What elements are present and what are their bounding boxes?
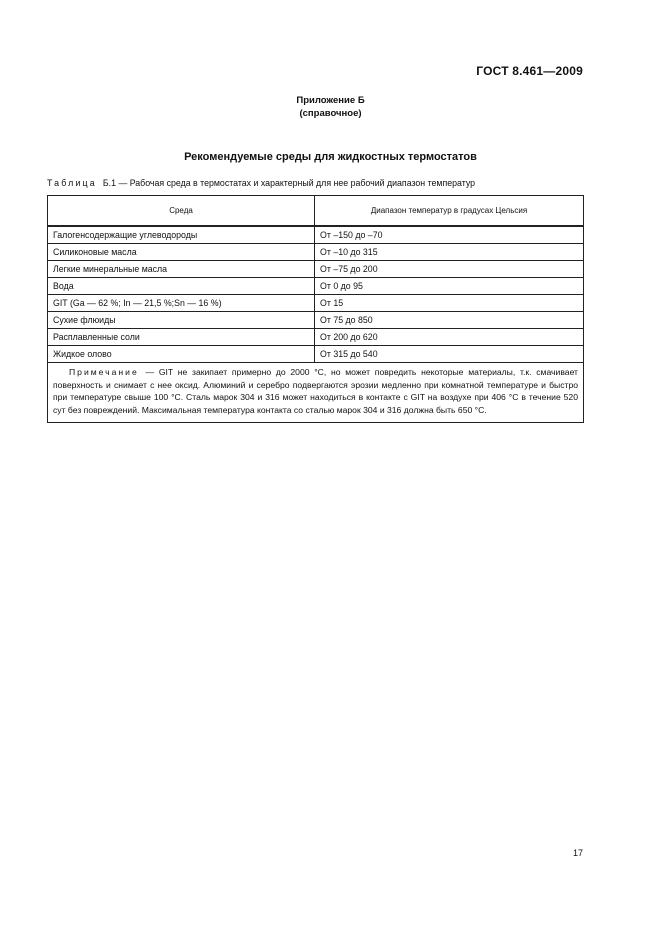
note-text: — GIT не закипает примерно до 2000 °С, но может повредить некоторые материалы, т.к. смачивает поверхность и снимает с нее оксид. Алюминий и серебро подвергаются эрозии медленно при комнатной температуре и быстро при температуре свыше 100 °С. Сталь марок 304 и 316 может находиться в контакте с GIT на воздухе при 406 °С в течение 520 сут без повреждений. Максимальная температура контакта со сталью марок 304 и 316 должна быть 650 °С. [53,367,578,415]
table-row [48,278,584,295]
cell-medium: Расплавленные соли [48,329,315,346]
cell-medium: Галогенсодержащие углеводороды [48,226,315,244]
page-number: 17 [572,848,583,858]
appendix-label: Приложение Б [296,95,365,106]
standard-code: ГОСТ 8.461—2009 [476,64,583,78]
table-row [48,226,584,244]
column-header-medium: Среда [48,196,315,227]
appendix-heading [0,94,661,120]
table-caption [47,178,475,188]
table-row [48,346,584,363]
cell-range: От –10 до 315 [315,244,584,261]
cell-range: От 315 до 540 [315,346,584,363]
cell-medium: Вода [48,278,315,295]
table-note-row [48,363,584,423]
table-row [48,295,584,312]
table-row [48,244,584,261]
cell-range: От 75 до 850 [315,312,584,329]
table-row [48,261,584,278]
table-note [48,363,584,423]
section-title: Рекомендуемые среды для жидкостных термостатов [184,151,477,163]
note-label: Примечание [69,367,139,377]
cell-medium: Легкие минеральные масла [48,261,315,278]
column-header-range: Диапазон температур в градусах Цельсия [315,196,584,227]
cell-range: От 0 до 95 [315,278,584,295]
table-caption-text: Б.1 — Рабочая среда в термостатах и характерный для нее рабочий диапазон температур [102,178,476,188]
media-table [47,195,584,423]
appendix-type: (справочное) [299,108,362,119]
cell-medium: Жидкое олово [48,346,315,363]
cell-range: От 15 [315,295,584,312]
cell-range: От –150 до –70 [315,226,584,244]
table-caption-word: Таблица [47,178,97,188]
cell-medium: Сухие флюиды [48,312,315,329]
table-header-row [48,196,584,227]
cell-medium: GIT (Ga — 62 %; In — 21,5 %;Sn — 16 %) [48,295,315,312]
cell-medium: Силиконовые масла [48,244,315,261]
table-row [48,329,584,346]
cell-range: От –75 до 200 [315,261,584,278]
table-row [48,312,584,329]
cell-range: От 200 до 620 [315,329,584,346]
